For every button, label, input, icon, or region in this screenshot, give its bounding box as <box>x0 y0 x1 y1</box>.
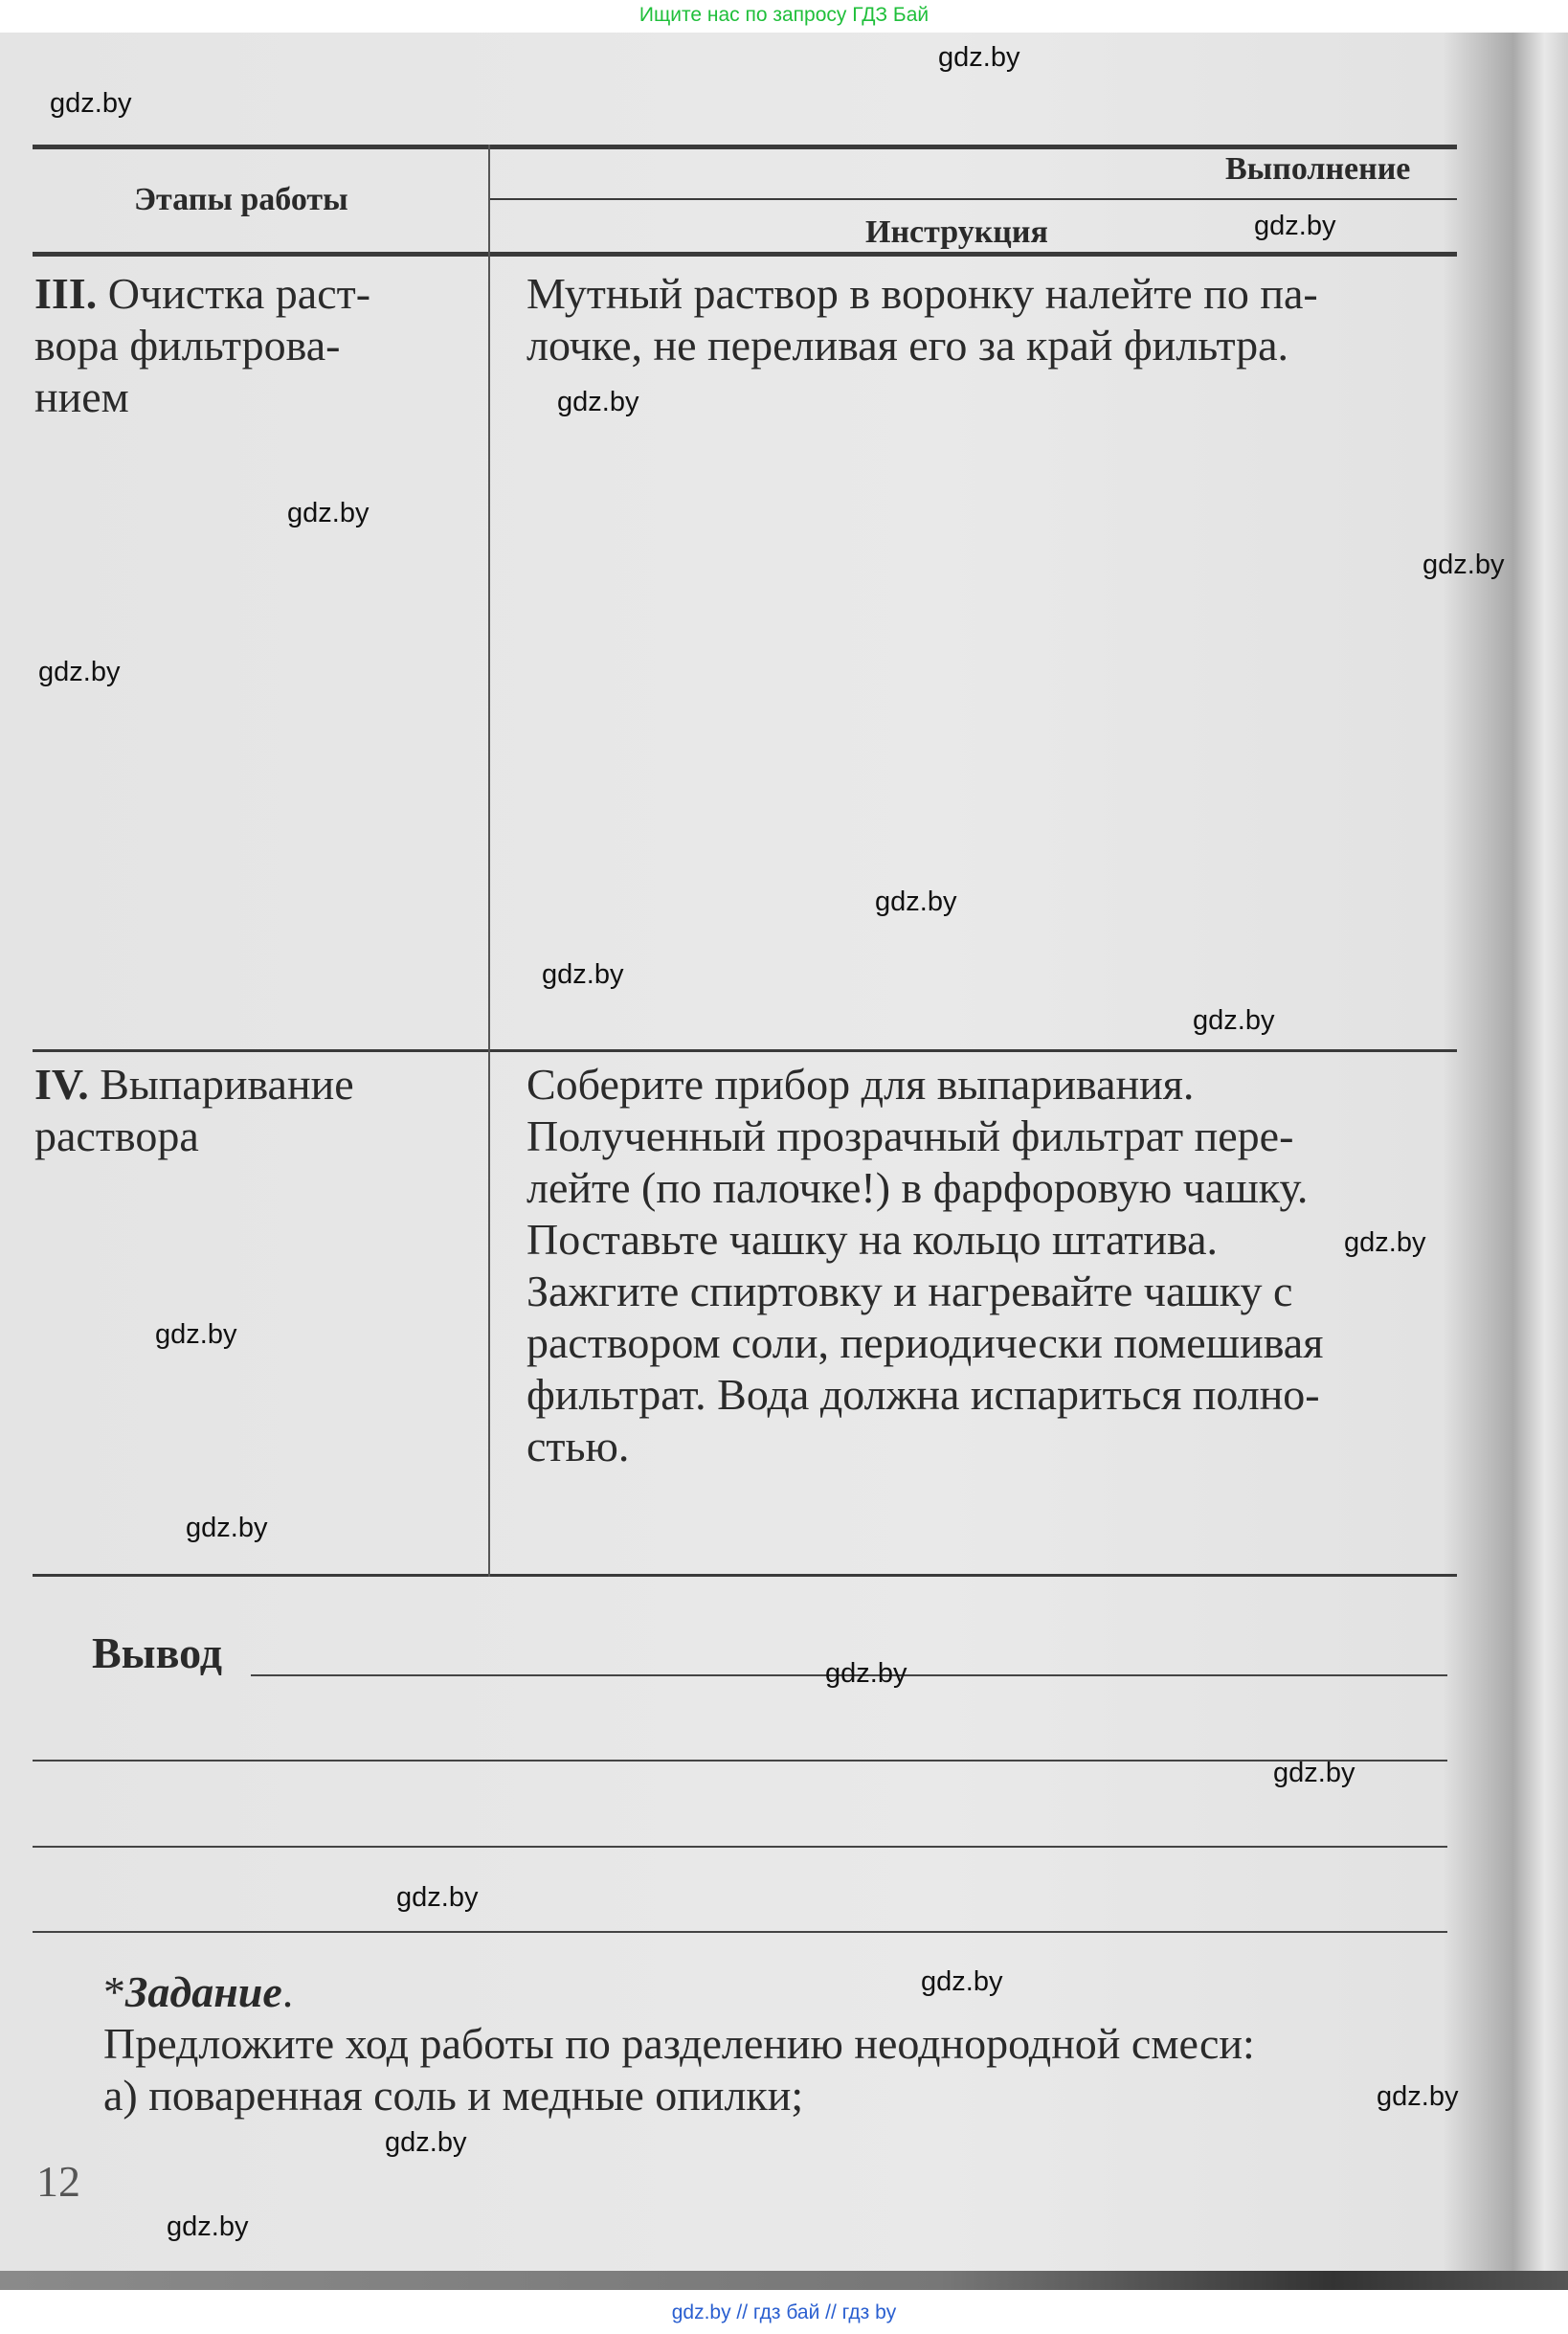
watermark: gdz.by <box>825 1658 907 1689</box>
task-heading: *Задание. <box>103 1967 294 2016</box>
stage-text: Очистка раст- <box>107 269 371 318</box>
textbook-page <box>0 33 1568 2284</box>
header-bottom-border <box>33 252 1457 257</box>
stage-number: III. <box>34 269 98 318</box>
watermark: gdz.by <box>1273 1758 1355 1788</box>
conclusion-label: Вывод <box>92 1628 223 1677</box>
watermark: gdz.by <box>38 657 121 687</box>
watermark: gdz.by <box>1193 1005 1275 1036</box>
stage-text: нием <box>34 372 129 421</box>
watermark: gdz.by <box>287 498 370 528</box>
column-divider <box>488 145 490 1577</box>
task-title: Задание <box>125 1967 282 2016</box>
col-subheader-instruction: Инструкция <box>865 214 1048 250</box>
instruction-text: Поставьте чашку на кольцо штатива. <box>526 1215 1219 1264</box>
answer-line[interactable] <box>33 1760 1447 1762</box>
page-bottom-edge <box>0 2271 1568 2290</box>
task-asterisk: * <box>103 1967 125 2016</box>
instruction-text: раствором соли, периодически помешивая <box>526 1318 1324 1367</box>
stage-text: Выпаривание <box>100 1060 354 1109</box>
watermark: gdz.by <box>396 1882 479 1913</box>
watermark: gdz.by <box>542 959 624 990</box>
col-header-execution: Выполнение <box>1225 151 1411 187</box>
watermark: gdz.by <box>1377 2081 1459 2112</box>
instruction-text: фильтрат. Вода должна испариться полно- <box>526 1370 1320 1419</box>
instruction-text: Мутный раствор в воронку налейте по па- <box>526 269 1318 318</box>
stage-text: вора фильтрова- <box>34 321 341 370</box>
table-bottom-border <box>33 1574 1457 1577</box>
watermark: gdz.by <box>385 2127 467 2158</box>
instruction-text: лейте (по палочке!) в фарфоровую чашку. <box>526 1163 1309 1212</box>
row-divider <box>33 1049 1457 1052</box>
watermark: gdz.by <box>921 1966 1003 1997</box>
instruction-text: Зажгите спиртовку и нагревайте чашку с <box>526 1267 1293 1315</box>
stage-number: IV. <box>34 1060 89 1109</box>
instruction-text: стью. <box>526 1422 630 1470</box>
page-number: 12 <box>36 2157 80 2206</box>
watermark: gdz.by <box>50 88 132 119</box>
search-banner: Ищите нас по запросу ГДЗ Бай <box>638 4 930 26</box>
task-text: а) поваренная соль и медные опилки; <box>103 2071 804 2120</box>
watermark: gdz.by <box>938 42 1020 73</box>
instruction-text: Соберите прибор для выпаривания. <box>526 1060 1195 1109</box>
watermark: gdz.by <box>167 2211 249 2242</box>
header-sub-divider <box>488 198 1457 200</box>
watermark: gdz.by <box>557 387 639 417</box>
stage-cell <box>34 268 370 320</box>
table-top-border <box>33 145 1457 149</box>
watermark: gdz.by <box>1422 550 1505 580</box>
answer-line[interactable] <box>33 1846 1447 1848</box>
answer-line[interactable] <box>33 1931 1447 1933</box>
watermark: gdz.by <box>1254 211 1336 241</box>
watermark: gdz.by <box>1344 1227 1426 1258</box>
col-header-stages: Этапы работы <box>134 182 348 217</box>
instruction-text: Полученный прозрачный фильтрат пере- <box>526 1111 1294 1160</box>
instruction-text: лочке, не переливая его за край фильтра. <box>526 321 1289 370</box>
stage-text: раствора <box>34 1111 199 1160</box>
stage-cell <box>34 1059 354 1111</box>
watermark: gdz.by <box>155 1319 237 1350</box>
task-text: Предложите ход работы по разделению неоднородной смеси: <box>103 2019 1255 2068</box>
watermark: gdz.by <box>875 886 957 917</box>
footer-links[interactable]: gdz.by // гдз бай // гдз by <box>671 2301 897 2323</box>
watermark: gdz.by <box>186 1513 268 1543</box>
